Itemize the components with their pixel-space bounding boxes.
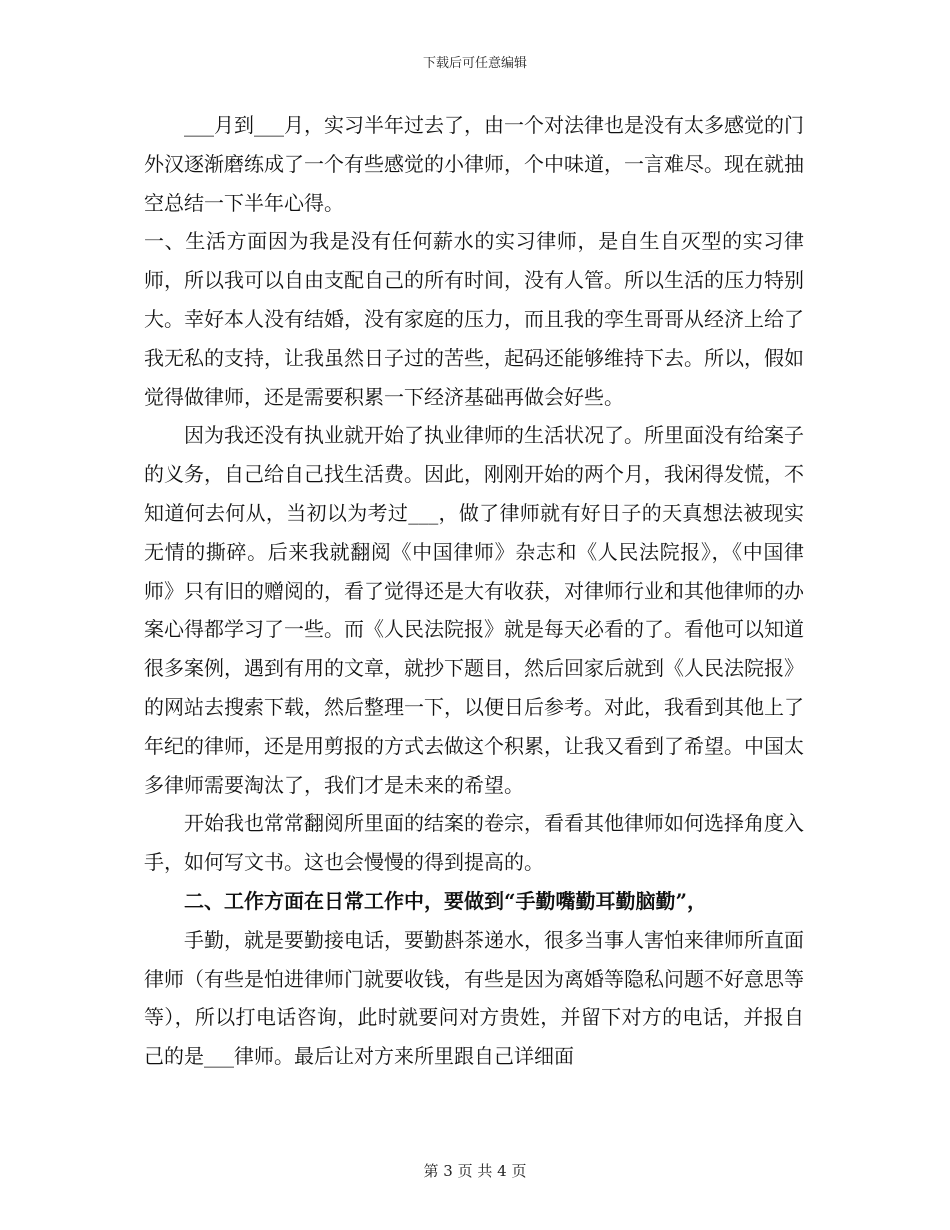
paragraph-intro: ___月到___月，实习半年过去了，由一个对法律也是没有太多感觉的门外汉逐渐磨练成了一个有些感觉的小律师，个中味道，一言难尽。现在就抽空总结一下半年心得。 [144,113,804,215]
section-heading-work: 二、工作方面在日常工作中，要做到“手勤嘴勤耳勤脑勤”， [184,888,708,913]
page-footer: 第 3 页 共 4 页 [423,1162,527,1180]
paragraph-case-files: 开始我也常常翻阅所里面的结案的卷宗，看看其他律师如何选择角度入手，如何写文书。这也会慢慢的得到提高的。 [144,811,804,875]
paragraph-hand-diligence: 手勤，就是要勤接电话，要勤斟茶递水，很多当事人害怕来律师所直面律师（有些是怕进律师门就要收钱，有些是因为离婚等隐私问题不好意思等等），所以打电话咨询，此时就要问对方贵姓，并留下对方的电话，并报自己的是___律师。最后让对方来所里跟自己详细面 [144,927,804,1069]
document-body [144,106,804,1076]
page-header: 下载后可任意编辑 [422,56,527,71]
paragraph-life-section: 一、生活方面因为我是没有任何薪水的实习律师，是自生自灭型的实习律师，所以我可以自由支配自己的所有时间，没有人管。所以生活的压力特别大。幸好本人没有结婚，没有家庭的压力，而且我的孪生哥哥从经济上给了我无私的支持，让我虽然日子过的苦些，起码还能够维持下去。所以，假如觉得做律师，还是需要积累一下经济基础再做会好些。 [144,229,804,409]
paragraph-practice-start: 因为我还没有执业就开始了执业律师的生活状况了。所里面没有给案子的义务，自己给自己找生活费。因此，刚刚开始的两个月，我闲得发慌，不知道何去何从，当初以为考过___，做了律师就有好日子的天真想法被现实无情的撕碎。后来我就翻阅《中国律师》杂志和《人民法院报》，《中国律师》只有旧的赠阅的，看了觉得还是大有收获，对律师行业和其他律师的办案心得都学习了一些。而《人民法院报》就是每天必看的了。看他可以知道很多案例，遇到有用的文章，就抄下题目，然后回家后就到《人民法院报》的网站去搜索下载，然后整理一下，以便日后参考。对此，我看到其他上了年纪的律师，还是用剪报的方式去做这个积累，让我又看到了希望。中国太多律师需要淘汰了，我们才是未来的希望。 [144,423,804,797]
